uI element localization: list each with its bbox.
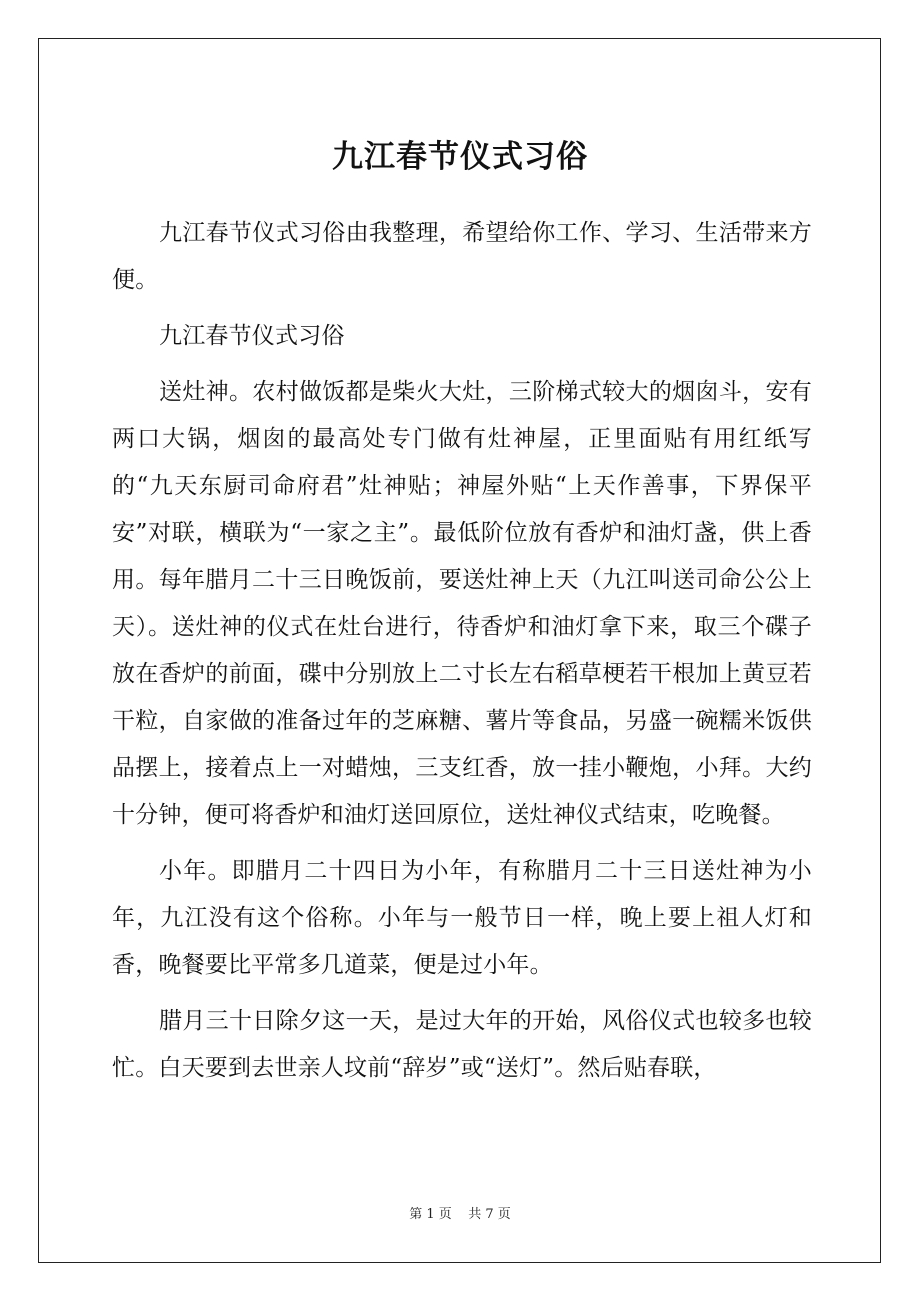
paragraph-new-years-eve: 腊月三十日除夕这一天，是过大年的开始，风俗仪式也较多也较忙。白天要到去世亲人坟前“辞岁”或“送灯”。然后贴春联， bbox=[112, 1008, 812, 1081]
page-footer bbox=[0, 1206, 920, 1224]
section-heading: 九江春节仪式习俗 bbox=[159, 323, 345, 349]
paragraph-kitchen-god: 送灶神。农村做饭都是柴火大灶，三阶梯式较大的烟囱斗，安有两口大锅，烟囱的最高处专门做有灶神屋，正里面贴有用红纸写的“九天东厨司命府君”灶神贴；神屋外贴“上天作善事，下界保平安”对联，横联为“一家之主”。最低阶位放有香炉和油灯盏，供上香用。每年腊月二十三日晚饭前，要送灶神上天（九江叫送司命公公上天）。送灶神的仪式在灶台进行，待香炉和油灯拿下来，取三个碟子放在香炉的前面，碟中分别放上二寸长左右稻草梗若干根加上黄豆若干粒，自家做的准备过年的芝麻糖、薯片等食品，另盛一碗糯米饭供品摆上，接着点上一对蜡烛，三支红香，放一挂小鞭炮，小拜。大约十分钟，便可将香炉和油灯送回原位，送灶神仪式结束，吃晚餐。 bbox=[112, 379, 812, 828]
document-title: 九江春节仪式习俗 bbox=[332, 138, 588, 175]
document-body bbox=[112, 210, 812, 1101]
page-number: 第 1 页 共 7 页 bbox=[409, 1207, 511, 1222]
paragraph-little-new-year: 小年。即腊月二十四日为小年，有称腊月二十三日送灶神为小年，九江没有这个俗称。小年与一般节日一样，晚上要上祖人灯和香，晚餐要比平常多几道菜，便是过小年。 bbox=[112, 858, 812, 978]
intro-paragraph: 九江春节仪式习俗由我整理，希望给你工作、学习、生活带来方便。 bbox=[112, 220, 812, 293]
